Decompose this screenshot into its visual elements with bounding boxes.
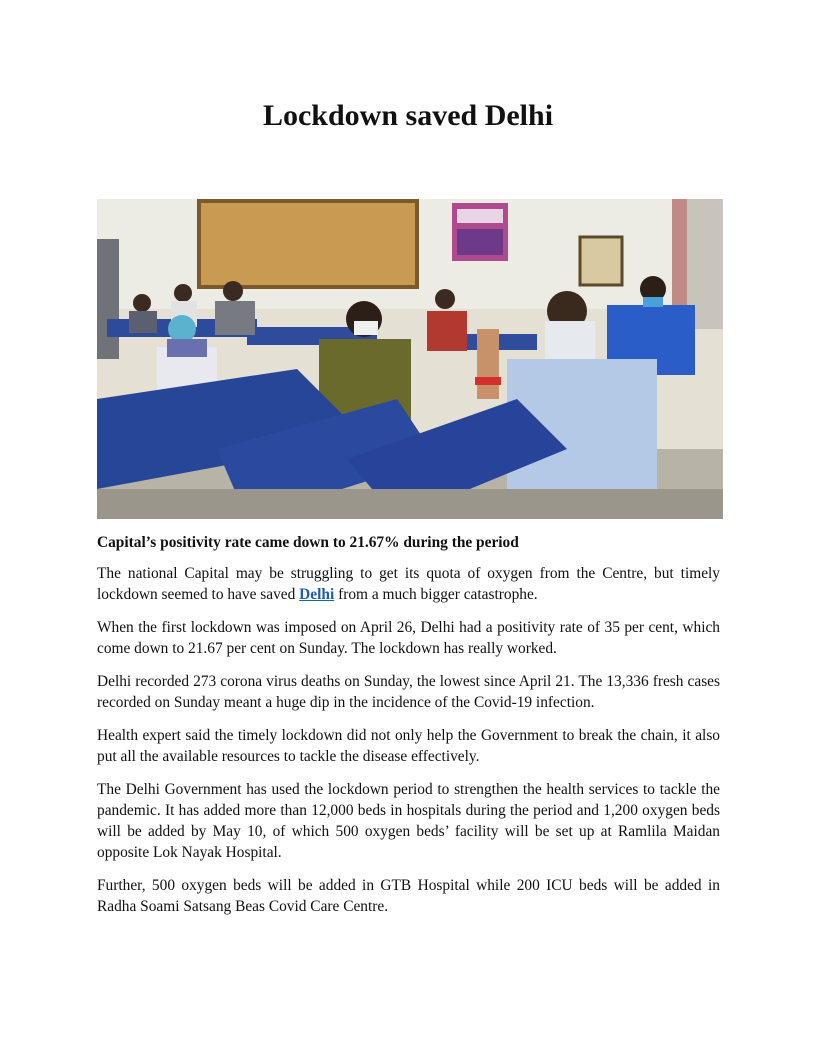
paragraph-1-text-after: from a much bigger catastrophe.	[334, 586, 538, 603]
paragraph-1-text-before: The national Capital may be struggling to get its quota of oxygen from the Centre, but timely lockdown seemed to have saved	[97, 565, 720, 603]
paragraph-1	[97, 563, 720, 605]
article-subtitle: Capital’s positivity rate came down to 21.67% during the period	[97, 534, 519, 551]
article-photo	[97, 199, 723, 519]
delhi-link[interactable]: Delhi	[299, 586, 335, 603]
paragraph-5: The Delhi Government has used the lockdown period to strengthen the health services to tackle the pandemic. It has added more than 12,000 beds in hospitals during the period and 1,200 oxygen beds will be added by May 10, of which 500 oxygen beds’ facility will be set up at Ramlila Maidan opposite Lok Nayak Hospital.	[97, 781, 720, 861]
article-body	[97, 532, 720, 929]
paragraph-4: Health expert said the timely lockdown did not only help the Government to break the chain, it also put all the available resources to tackle the disease effectively.	[97, 727, 720, 765]
article-title: Lockdown saved Delhi	[262, 99, 554, 132]
paragraph-3: Delhi recorded 273 corona virus deaths on Sunday, the lowest since April 21. The 13,336 fresh cases recorded on Sunday meant a huge dip in the incidence of the Covid-19 infection.	[97, 673, 720, 711]
paragraph-6: Further, 500 oxygen beds will be added in GTB Hospital while 200 ICU beds will be added in Radha Soami Satsang Beas Covid Care Centre.	[97, 877, 720, 915]
paragraph-2: When the first lockdown was imposed on April 26, Delhi had a positivity rate of 35 per cent, which come down to 21.67 per cent on Sunday. The lockdown has really worked.	[97, 619, 720, 657]
